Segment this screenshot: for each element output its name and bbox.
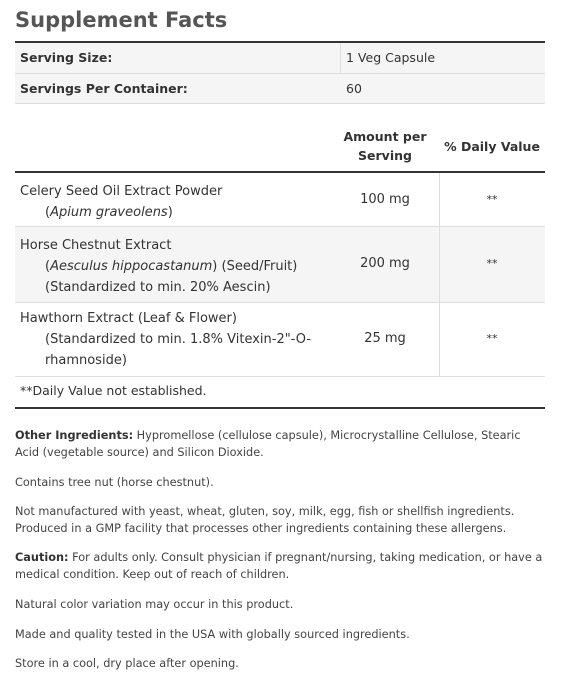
serving-size-label: Serving Size:: [20, 50, 113, 65]
ingredient-name-block: [20, 235, 297, 298]
storage-note: Store in a cool, dry place after opening.: [15, 657, 239, 670]
servings-per-container-row: [15, 74, 545, 104]
ingredient-daily-value: **: [486, 257, 498, 270]
ingredient-standardization: (Standardized to min. 1.8% Vitexin-2"-O-: [45, 332, 312, 347]
rule-row: [15, 376, 545, 377]
made-in-usa-note: Made and quality tested in the USA with globally sourced ingredients.: [15, 628, 410, 641]
ingredient-name-block: [20, 308, 311, 371]
ingredient-latin-wrap: (Aesculus hippocastanum) (Seed/Fruit): [45, 259, 298, 274]
ingredient-amount: 25 mg: [364, 331, 406, 346]
ingredient-latin-wrap: (Apium graveolens): [45, 205, 173, 220]
serving-size-value: 1 Veg Capsule: [346, 50, 436, 65]
ingredient-latin-name: Apium graveolens: [50, 205, 168, 220]
ingredient-standardization-cont: rhamnoside): [45, 353, 127, 368]
serving-size-row: [15, 43, 545, 73]
ingredient-daily-value: **: [486, 332, 498, 345]
caution-label: Caution:: [15, 551, 69, 564]
servings-per-container-label: Servings Per Container:: [20, 81, 188, 96]
daily-value-footnote: **Daily Value not established.: [20, 383, 207, 398]
amount-per-serving-header: [335, 127, 435, 165]
ingredient-latin-name: Aesculus hippocastanum: [50, 259, 213, 274]
other-ingredients: [15, 427, 545, 461]
ingredient-amount: 200 mg: [360, 256, 410, 271]
ingredient-amount: 100 mg: [360, 192, 410, 207]
other-ingredients-label: Other Ingredients:: [15, 429, 134, 442]
tree-nut-note: Contains tree nut (horse chestnut).: [15, 476, 214, 489]
caution-text: For adults only. Consult physician if pregnant/nursing, taking medication, or have a medical condition. Keep out of reach of children.: [15, 551, 543, 581]
allergen-note: Not manufactured with yeast, wheat, gluten, soy, milk, egg, fish or shellfish ingredients. Produced in a GMP facility that processes other ingredients containing these allergens.: [15, 505, 515, 535]
ingredient-name-block: [20, 181, 222, 223]
ingredient-name: Hawthorn Extract (Leaf & Flower): [20, 311, 237, 326]
ingredient-row: [15, 303, 545, 376]
ingredient-row: [15, 173, 545, 226]
ingredient-row: [15, 227, 545, 302]
rule-bottom: [15, 407, 545, 409]
amount-header-line1: Amount per: [343, 129, 427, 144]
ingredient-part: (Seed/Fruit): [217, 259, 298, 274]
color-variation-note: Natural color variation may occur in this product.: [15, 598, 294, 611]
caution-note: [15, 549, 545, 583]
ingredient-standardization: (Standardized to min. 20% Aescin): [45, 280, 271, 295]
amount-header-line2: Serving: [358, 148, 412, 163]
other-ingredients-text: Hypromellose (cellulose capsule), Microcrystalline Cellulose, Stearic Acid (vegetable source) and Silicon Dioxide.: [15, 429, 521, 459]
ingredient-name: Celery Seed Oil Extract Powder: [20, 184, 223, 199]
rule-serving-bottom: [15, 103, 545, 104]
ingredient-daily-value: **: [486, 193, 498, 206]
daily-value-header: % Daily Value: [444, 139, 540, 154]
page-title: Supplement Facts: [15, 8, 228, 32]
servings-per-container-value: 60: [346, 81, 362, 96]
ingredient-name: Horse Chestnut Extract: [20, 238, 172, 253]
